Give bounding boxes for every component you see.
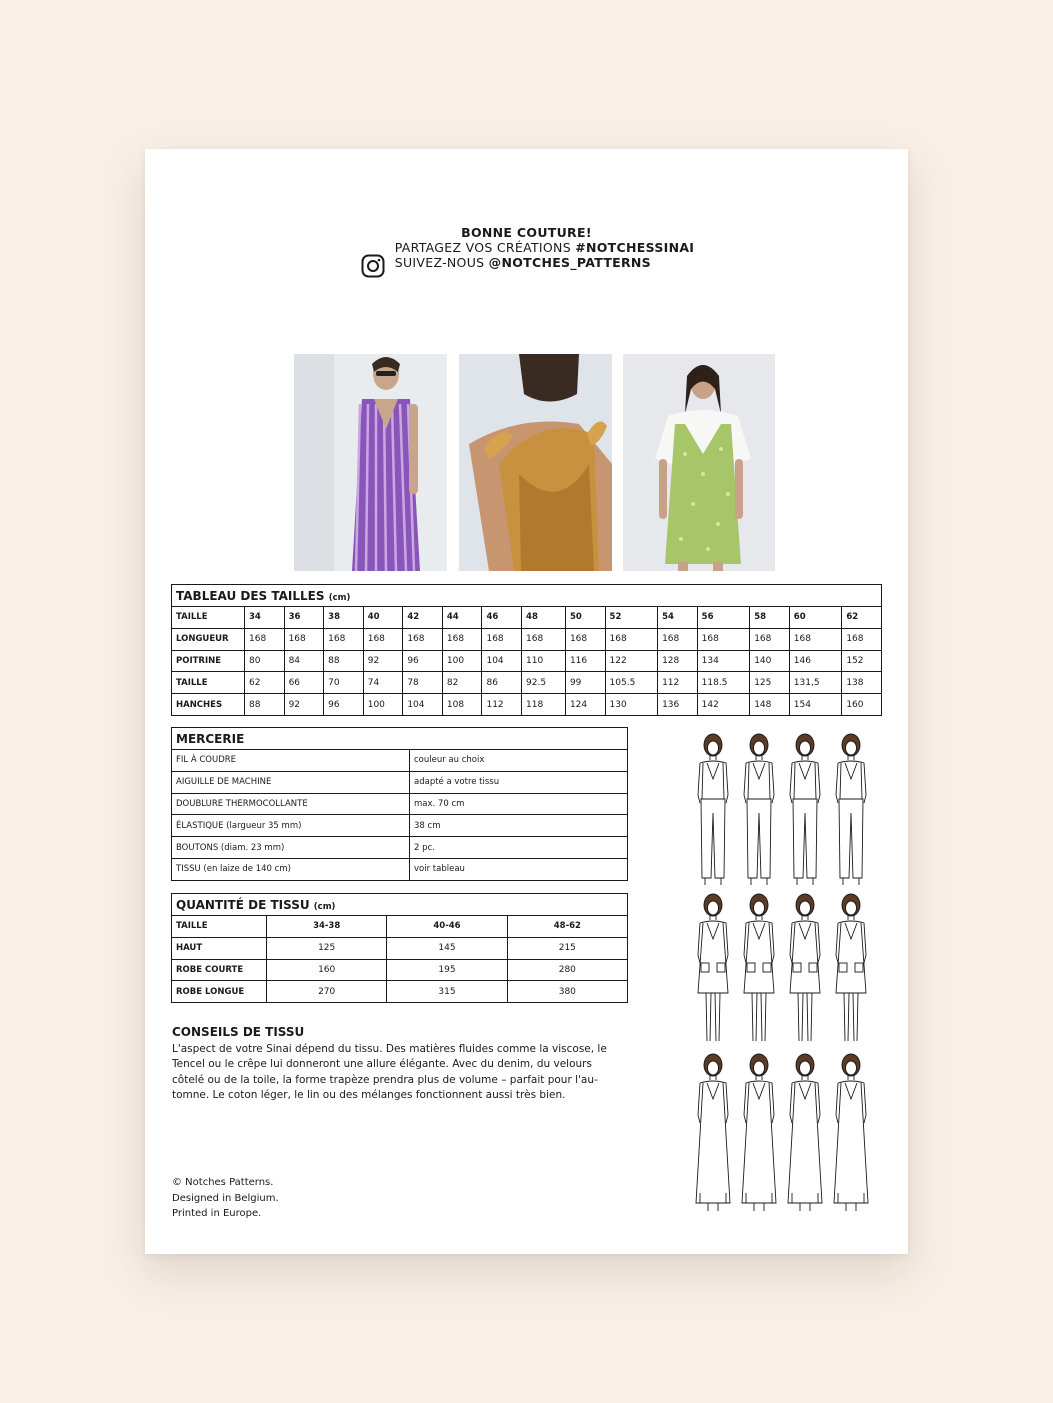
designed-in: Designed in Belgium. — [172, 1192, 279, 1204]
row-label: HAUT — [172, 937, 267, 959]
table-cell: 36 — [284, 607, 324, 629]
notions-title: MERCERIE — [172, 728, 628, 750]
table-cell: 100 — [442, 650, 482, 672]
table-cell: 152 — [842, 650, 882, 672]
figure-long-dress — [834, 1054, 868, 1211]
table-cell: 160 — [842, 694, 882, 716]
table-cell: 104 — [403, 694, 443, 716]
table-row — [172, 650, 882, 672]
table-cell: 148 — [750, 694, 790, 716]
table-row — [172, 858, 628, 880]
table-cell: 86 — [482, 672, 522, 694]
table-cell: 270 — [267, 981, 387, 1003]
table-cell: 52 — [605, 607, 658, 629]
table-cell: 315 — [387, 981, 507, 1003]
table-row — [172, 672, 882, 694]
table-cell: 82 — [442, 672, 482, 694]
table-cell: 112 — [482, 694, 522, 716]
table-cell: 92 — [284, 694, 324, 716]
table-cell: 122 — [605, 650, 658, 672]
table-cell: 92 — [363, 650, 403, 672]
table-cell: 34 — [245, 607, 285, 629]
table-cell: 118.5 — [697, 672, 750, 694]
table-cell: 99 — [565, 672, 605, 694]
table-cell: 92.5 — [522, 672, 566, 694]
figure-top-with-pants — [698, 734, 728, 885]
table-cell: 50 — [565, 607, 605, 629]
table-cell: 168 — [522, 628, 566, 650]
table-cell: 104 — [482, 650, 522, 672]
header-social — [359, 240, 695, 270]
table-cell: 125 — [267, 937, 387, 959]
table-row — [172, 607, 882, 629]
notion-value: 2 pc. — [410, 837, 628, 859]
table-cell: 168 — [565, 628, 605, 650]
table-row: TAILLE 34-38 40-46 48-62 — [172, 916, 628, 938]
row-label: ROBE COURTE — [172, 959, 267, 981]
photo-ochre-satin-top — [459, 354, 612, 571]
figure-long-dress — [742, 1054, 776, 1211]
notion-value: couleur au choix — [410, 750, 628, 772]
table-cell: 125 — [750, 672, 790, 694]
row-label: LONGUEUR — [172, 628, 245, 650]
table-row — [172, 771, 628, 793]
table-cell: 168 — [697, 628, 750, 650]
table-cell: 58 — [750, 607, 790, 629]
photo-green-floral-pinafore — [623, 354, 775, 571]
technical-illustrations — [693, 733, 877, 1223]
row-label: HANCHES — [172, 694, 245, 716]
photo-purple-striped-maxi-dress — [294, 354, 447, 571]
figure-top-with-pants — [790, 734, 820, 885]
table-cell: 62 — [842, 607, 882, 629]
table-cell: 280 — [507, 959, 627, 981]
table-cell: 80 — [245, 650, 285, 672]
table-cell: 168 — [442, 628, 482, 650]
table-cell: 116 — [565, 650, 605, 672]
table-row — [172, 937, 628, 959]
table-cell: 70 — [324, 672, 364, 694]
table-row — [172, 694, 882, 716]
row-label: ROBE LONGUE — [172, 981, 267, 1003]
notions-table — [171, 727, 628, 881]
table-cell: 168 — [284, 628, 324, 650]
table-cell: 380 — [507, 981, 627, 1003]
size-chart-table — [171, 584, 882, 716]
social-handle: @NOTCHES_PATTERNS — [488, 255, 651, 270]
table-cell: 136 — [658, 694, 698, 716]
table-cell: 168 — [789, 628, 842, 650]
table-cell: 60 — [789, 607, 842, 629]
notion-value: max. 70 cm — [410, 793, 628, 815]
table-cell: 56 — [697, 607, 750, 629]
table-cell: 44 — [442, 607, 482, 629]
table-cell: 48 — [522, 607, 566, 629]
header — [145, 225, 908, 271]
notion-name: ÉLASTIQUE (largueur 35 mm) — [172, 815, 410, 837]
table-cell: 131,5 — [789, 672, 842, 694]
fabric-quantity-table — [171, 893, 628, 1003]
table-cell: 84 — [284, 650, 324, 672]
table-cell: 168 — [658, 628, 698, 650]
table-cell: 40 — [363, 607, 403, 629]
notion-name: DOUBLURE THERMOCOLLANTE — [172, 793, 410, 815]
figure-long-dress — [788, 1054, 822, 1211]
table-cell: 130 — [605, 694, 658, 716]
notion-name: AIGUILLE DE MACHINE — [172, 771, 410, 793]
table-cell: 168 — [750, 628, 790, 650]
table-cell: 142 — [697, 694, 750, 716]
table-cell: 168 — [324, 628, 364, 650]
fabric-advice — [172, 1025, 622, 1103]
footer-credits — [172, 1175, 279, 1222]
table-row — [172, 959, 628, 981]
fabric-advice-title: CONSEILS DE TISSU — [172, 1025, 305, 1039]
table-cell: 108 — [442, 694, 482, 716]
header-title: BONNE COUTURE! — [461, 225, 592, 240]
table-cell: 38 — [324, 607, 364, 629]
table-row — [172, 750, 628, 772]
table-cell: 168 — [403, 628, 443, 650]
table-cell: 124 — [565, 694, 605, 716]
table-cell: 138 — [842, 672, 882, 694]
table-cell: 140 — [750, 650, 790, 672]
table-cell: 96 — [324, 694, 364, 716]
row-label: POITRINE — [172, 650, 245, 672]
notion-value: adapté a votre tissu — [410, 771, 628, 793]
table-cell: 46 — [482, 607, 522, 629]
printed-in: Printed in Europe. — [172, 1208, 262, 1219]
table-cell: 195 — [387, 959, 507, 981]
figure-top-with-pants — [836, 734, 866, 885]
table-cell: 62 — [245, 672, 285, 694]
table-cell: 128 — [658, 650, 698, 672]
fabric-advice-text: L'aspect de votre Sinai dépend du tissu. Des matières fluides comme la viscose, le Tencel ou le crêpe lui donneront une allure élégante. Avec du denim, du velours côtelé ou de la toile, la forme trapèze prendra plus de volume – parfait pour l'au- tomne. Le coton léger, le lin ou des mélanges fonctionnent aussi très bien. — [172, 1043, 607, 1101]
table-row — [172, 815, 628, 837]
table-cell: 118 — [522, 694, 566, 716]
table-cell: 145 — [387, 937, 507, 959]
pattern-sheet — [145, 149, 908, 1254]
table-row — [172, 628, 882, 650]
table-cell: 146 — [789, 650, 842, 672]
notion-name: TISSU (en laize de 140 cm) — [172, 858, 410, 880]
table-cell: 78 — [403, 672, 443, 694]
table-cell: 66 — [284, 672, 324, 694]
row-label: TAILLE — [172, 607, 245, 629]
hashtag: #NOTCHESSINAI — [575, 240, 695, 255]
table-cell: 88 — [324, 650, 364, 672]
table-cell: 110 — [522, 650, 566, 672]
notion-name: BOUTONS (diam. 23 mm) — [172, 837, 410, 859]
copyright: © Notches Patterns. — [172, 1177, 274, 1188]
fabric-quantity-title: QUANTITÉ DE TISSU (cm) — [172, 894, 628, 916]
table-cell: 215 — [507, 937, 627, 959]
table-cell: 100 — [363, 694, 403, 716]
table-cell: 42 — [403, 607, 443, 629]
table-cell: 168 — [245, 628, 285, 650]
figure-short-dress-with-pockets — [744, 894, 774, 1041]
figure-short-dress-with-pockets — [698, 894, 728, 1041]
follow-line: SUIVEZ-NOUS @NOTCHES_PATTERNS — [394, 255, 651, 270]
figure-short-dress-with-pockets — [836, 894, 866, 1041]
table-cell: 168 — [363, 628, 403, 650]
row-label: TAILLE — [172, 672, 245, 694]
table-row — [172, 837, 628, 859]
table-cell: 154 — [789, 694, 842, 716]
table-cell: 54 — [658, 607, 698, 629]
figure-long-dress — [696, 1054, 730, 1211]
share-line: PARTAGEZ VOS CRÉATIONS #NOTCHESSINAI — [394, 240, 695, 255]
notion-name: FIL À COUDRE — [172, 750, 410, 772]
table-cell: 168 — [842, 628, 882, 650]
table-cell: 160 — [267, 959, 387, 981]
table-cell: 112 — [658, 672, 698, 694]
table-cell: 134 — [697, 650, 750, 672]
notion-value: 38 cm — [410, 815, 628, 837]
instagram-icon — [361, 254, 385, 278]
table-cell: 105.5 — [605, 672, 658, 694]
table-row — [172, 981, 628, 1003]
table-row — [172, 793, 628, 815]
garment-figures — [693, 733, 877, 1223]
table-cell: 96 — [403, 650, 443, 672]
table-cell: 168 — [605, 628, 658, 650]
figure-short-dress-with-pockets — [790, 894, 820, 1041]
table-cell: 88 — [245, 694, 285, 716]
table-cell: 74 — [363, 672, 403, 694]
notion-value: voir tableau — [410, 858, 628, 880]
table-cell: 168 — [482, 628, 522, 650]
size-chart-title: TABLEAU DES TAILLES (cm) — [172, 585, 882, 607]
figure-top-with-pants — [744, 734, 774, 885]
